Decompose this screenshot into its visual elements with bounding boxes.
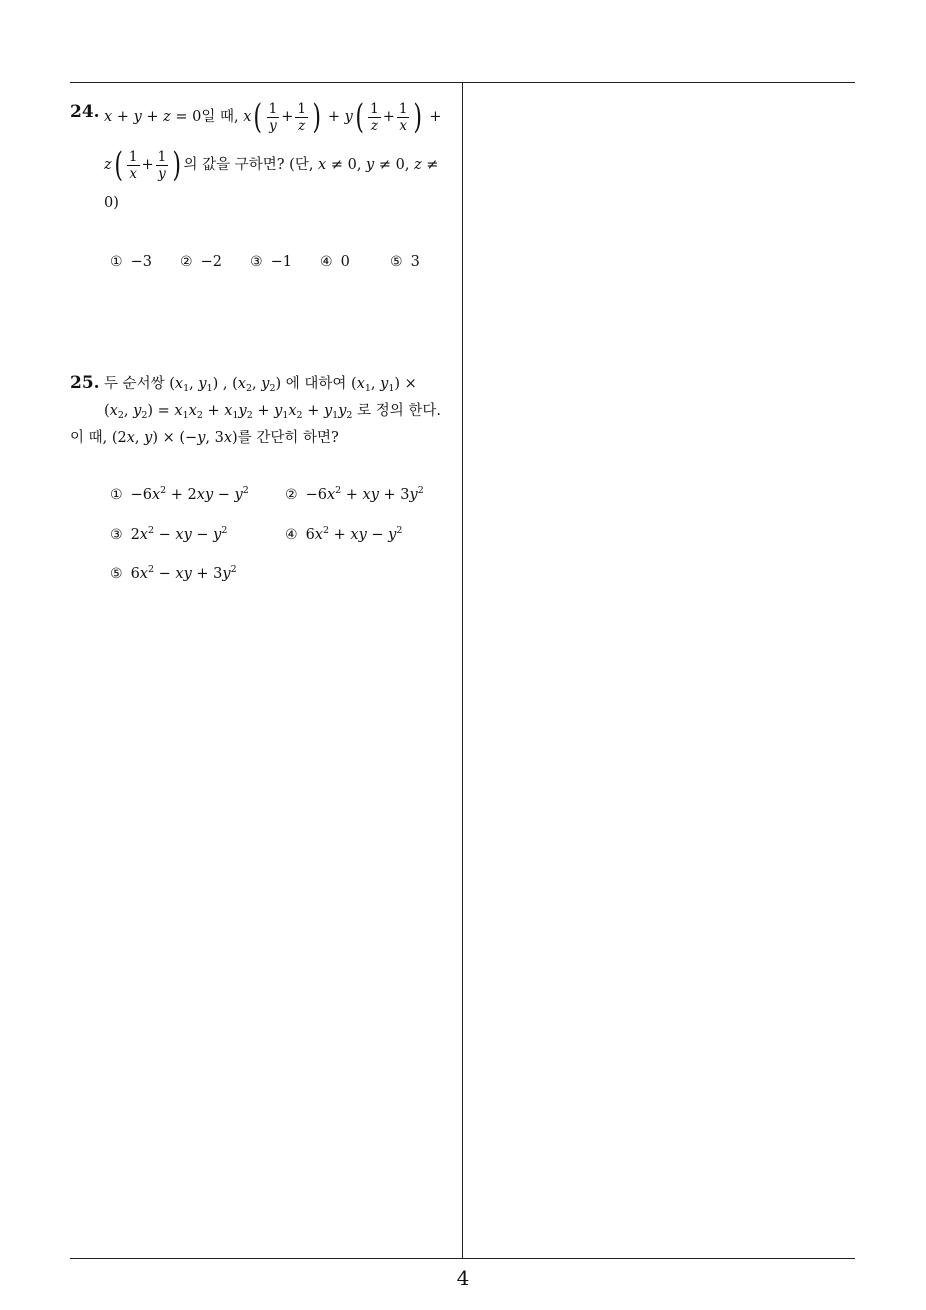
choice-mark: ③ bbox=[250, 254, 263, 270]
choice-mark: ④ bbox=[285, 527, 298, 543]
choice-1[interactable] bbox=[110, 255, 152, 270]
question-line-1: 두 순서쌍 ($x_1$, $y_1$) , ($x_2$, $y_2$) 에 대하여 ($x_1$, $y_1$) × bbox=[104, 376, 417, 394]
choice-mark: ③ bbox=[110, 527, 123, 543]
choice-text: −1 bbox=[270, 254, 292, 270]
page-number: 4 bbox=[456, 1266, 470, 1290]
choice-mark: ④ bbox=[320, 254, 333, 270]
question-number: 25. bbox=[70, 373, 100, 393]
question-line-3 bbox=[104, 196, 456, 211]
choice-mark: ② bbox=[180, 254, 193, 270]
question-text: 로 정의 한다. bbox=[357, 403, 441, 419]
choice-4[interactable] bbox=[320, 255, 350, 270]
choice-text: 0 bbox=[340, 254, 350, 270]
choice-3[interactable] bbox=[250, 255, 292, 270]
choice-mark: ⑤ bbox=[110, 566, 123, 582]
column-divider bbox=[462, 82, 463, 1258]
choice-text: $-6x^2$ + xy + $3y^2$ bbox=[305, 485, 424, 503]
question-line-1: x + y + z = 0일 때, x( $\frac{1}{y}$ + $\frac{1}{z}$ ) + y( $\frac{1}{z}$ + $\frac{1}{x}$ ) + bbox=[104, 97, 442, 137]
choice-text: 3 bbox=[410, 254, 420, 270]
question-line-2: z( $\frac{1}{x}$ + $\frac{1}{y}$ ) 의 값을 구하면? (단, x ≠ 0, y ≠ 0, z ≠ bbox=[104, 145, 439, 185]
choice-5[interactable] bbox=[390, 255, 420, 270]
question-note-end: 0) bbox=[104, 195, 119, 211]
question-text: 두 순서쌍 bbox=[104, 376, 165, 392]
question-line-2: ($x_2$, $y_2) = x_1x_2 + x_1y_2 + y_1x_2 + y_1y_2$ 로 정의 한다. bbox=[104, 403, 441, 421]
question-text: 의 값을 구하면? (단, bbox=[183, 157, 314, 173]
choice-4[interactable] bbox=[285, 525, 403, 543]
choice-mark: ② bbox=[285, 487, 298, 503]
question-24 bbox=[70, 97, 456, 280]
choice-mark: ① bbox=[110, 254, 123, 270]
question-text: 를 간단히 하면? bbox=[237, 430, 339, 446]
choice-2[interactable] bbox=[285, 485, 424, 503]
choice-5[interactable] bbox=[110, 564, 237, 582]
choice-text: $-6x^2 + 2xy - y^2$ bbox=[130, 485, 249, 503]
choice-3[interactable] bbox=[110, 525, 228, 543]
condition-text: 일 때, bbox=[201, 109, 239, 125]
question-text: 에 대하여 bbox=[285, 376, 347, 392]
choice-mark: ① bbox=[110, 487, 123, 503]
choice-text: $6x^2$ − xy + $3y^2$ bbox=[130, 564, 237, 582]
choice-text: −3 bbox=[130, 254, 152, 270]
question-number: 24. bbox=[70, 102, 100, 122]
choice-text: −2 bbox=[200, 254, 222, 270]
question-line-3: 이 때, (2x, y) × (−y, 3x)를 간단히 하면? bbox=[70, 430, 339, 446]
bottom-rule bbox=[70, 1258, 855, 1259]
question-text: 이 때, bbox=[70, 430, 108, 446]
question-25 bbox=[70, 375, 456, 595]
choice-text: $2x^2$ − xy − $y^2$ bbox=[130, 525, 228, 543]
choice-mark: ⑤ bbox=[390, 254, 403, 270]
choice-2[interactable] bbox=[180, 255, 222, 270]
choice-1[interactable] bbox=[110, 485, 249, 503]
choice-text: $6x^2$ + xy − $y^2$ bbox=[305, 525, 403, 543]
